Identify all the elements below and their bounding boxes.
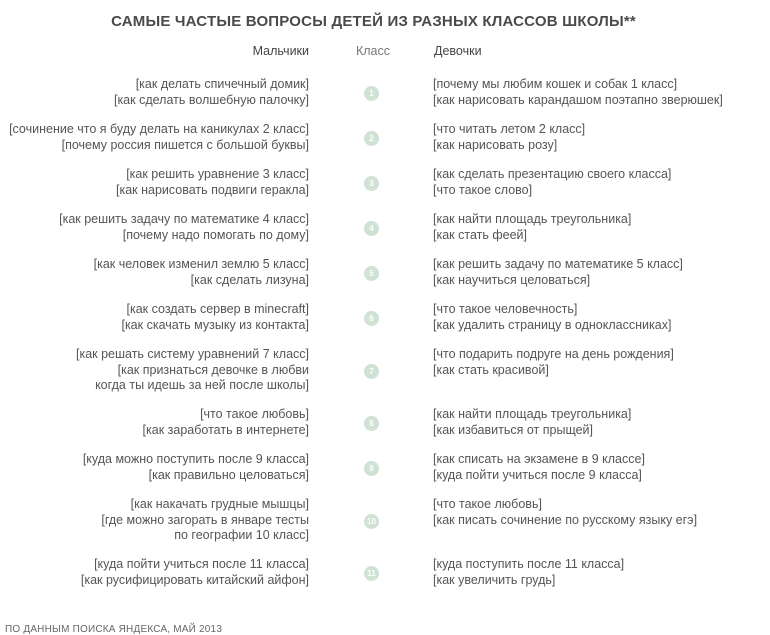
boys-question: [как признаться девочке в любви bbox=[117, 362, 309, 377]
girls-question: [как найти площадь треугольника] bbox=[433, 407, 632, 421]
column-header-class: Класс bbox=[355, 44, 391, 58]
girls-questions bbox=[433, 302, 671, 333]
boys-question: [как решать систему уравнений 7 класс] bbox=[75, 347, 309, 361]
boys-questions bbox=[94, 257, 309, 288]
girls-questions bbox=[433, 77, 723, 108]
boys-question: [как создать сервер в minecraft] bbox=[126, 302, 309, 316]
grade-badge: 6 bbox=[364, 311, 379, 326]
girls-question: [как нарисовать розу] bbox=[433, 137, 558, 152]
boys-question: [как решить уравнение 3 класс] bbox=[126, 167, 309, 181]
boys-question: [как заработать в интернете] bbox=[142, 422, 309, 437]
girls-question: [как писать сочинение по русскому языку егэ] bbox=[433, 512, 698, 527]
girls-questions bbox=[433, 452, 645, 483]
boys-questions bbox=[143, 407, 309, 438]
boys-questions bbox=[114, 77, 309, 108]
girls-question: [как стать феей] bbox=[433, 227, 527, 242]
page-title: САМЫЕ ЧАСТЫЕ ВОПРОСЫ ДЕТЕЙ ИЗ РАЗНЫХ КЛАССОВ ШКОЛЫ** bbox=[111, 13, 636, 30]
grade-badge: 10 bbox=[364, 514, 379, 529]
boys-questions bbox=[83, 452, 309, 483]
girls-question: [как сделать презентацию своего класса] bbox=[433, 167, 672, 181]
boys-question: [как делать спичечный домик] bbox=[135, 77, 309, 91]
girls-question: [что читать летом 2 класс] bbox=[433, 122, 586, 136]
girls-question: [что подарить подруге на день рождения] bbox=[433, 347, 674, 361]
grade-badge: 7 bbox=[364, 364, 379, 379]
grade-badge: 5 bbox=[364, 266, 379, 281]
grade-badge: 4 bbox=[364, 221, 379, 236]
boys-question: [как решить задачу по математике 4 класс] bbox=[59, 212, 309, 226]
girls-question: [как стать красивой] bbox=[433, 362, 549, 377]
boys-questions bbox=[101, 497, 309, 544]
girls-questions bbox=[433, 347, 674, 378]
grade-badge: 3 bbox=[364, 176, 379, 191]
boys-question: [как накачать грудные мышцы] bbox=[130, 497, 309, 511]
grade-badge: 9 bbox=[364, 461, 379, 476]
girls-question: [как увеличить грудь] bbox=[433, 572, 556, 587]
column-header-girls: Девочки bbox=[434, 44, 482, 58]
boys-question: [как правильно целоваться] bbox=[148, 467, 309, 482]
girls-question: [как удалить страницу в одноклассниках] bbox=[433, 317, 672, 332]
boys-question: [как скачать музыку из контакта] bbox=[121, 317, 309, 332]
girls-question: [что такое любовь] bbox=[433, 497, 542, 511]
boys-question: [куда можно поступить после 9 класса] bbox=[82, 452, 309, 466]
boys-questions bbox=[59, 212, 309, 243]
girls-questions bbox=[433, 167, 671, 198]
girls-questions bbox=[433, 212, 631, 243]
boys-question: [где можно загорать в январе тесты bbox=[101, 512, 309, 527]
girls-question: [как решить задачу по математике 5 класс] bbox=[433, 257, 683, 271]
girls-question: [как найти площадь треугольника] bbox=[433, 212, 632, 226]
column-header-boys: Мальчики bbox=[252, 44, 309, 58]
boys-questions bbox=[81, 557, 309, 588]
boys-question: [почему россия пишется с большой буквы] bbox=[61, 137, 309, 152]
source-footer: ПО ДАННЫМ ПОИСКА ЯНДЕКСА, МАЙ 2013 bbox=[5, 624, 223, 635]
girls-question: [как списать на экзамене в 9 классе] bbox=[433, 452, 645, 466]
grade-badge: 8 bbox=[364, 416, 379, 431]
boys-question: [как сделать лизуна] bbox=[190, 272, 309, 287]
girls-question: [как избавиться от прыщей] bbox=[433, 422, 593, 437]
boys-question: по географии 10 класс] bbox=[174, 528, 309, 542]
boys-questions bbox=[121, 302, 309, 333]
grade-badge: 11 bbox=[364, 566, 379, 581]
boys-question: [как нарисовать подвиги геракла] bbox=[116, 182, 309, 197]
girls-question: [что такое человечность] bbox=[433, 302, 578, 316]
boys-question: [как русифицировать китайский айфон] bbox=[80, 572, 309, 587]
boys-question: [почему надо помогать по дому] bbox=[122, 227, 309, 242]
girls-question: [как нарисовать карандашом поэтапно зверюшек] bbox=[433, 92, 723, 107]
girls-question: [куда пойти учиться после 9 класса] bbox=[433, 467, 642, 482]
girls-questions bbox=[433, 497, 697, 528]
grade-badge: 1 bbox=[364, 86, 379, 101]
girls-question: [почему мы любим кошек и собак 1 класс] bbox=[433, 77, 678, 91]
girls-questions bbox=[433, 407, 631, 438]
boys-question: [как человек изменил землю 5 класс] bbox=[93, 257, 309, 271]
girls-questions bbox=[433, 257, 683, 288]
boys-questions bbox=[76, 347, 309, 394]
girls-questions bbox=[433, 557, 624, 588]
boys-question: [куда пойти учиться после 11 класса] bbox=[94, 557, 309, 571]
boys-questions bbox=[116, 167, 309, 198]
boys-question: [что такое любовь] bbox=[200, 407, 309, 421]
girls-question: [что такое слово] bbox=[433, 182, 533, 197]
boys-questions bbox=[9, 122, 309, 153]
girls-question: [как научиться целоваться] bbox=[433, 272, 591, 287]
boys-question: [сочинение что я буду делать на каникулах 2 класс] bbox=[9, 122, 309, 136]
boys-question: когда ты идешь за ней после школы] bbox=[95, 378, 309, 392]
boys-question: [как сделать волшебную палочку] bbox=[113, 92, 309, 107]
girls-questions bbox=[433, 122, 585, 153]
girls-question: [куда поступить после 11 класса] bbox=[433, 557, 625, 571]
grade-badge: 2 bbox=[364, 131, 379, 146]
